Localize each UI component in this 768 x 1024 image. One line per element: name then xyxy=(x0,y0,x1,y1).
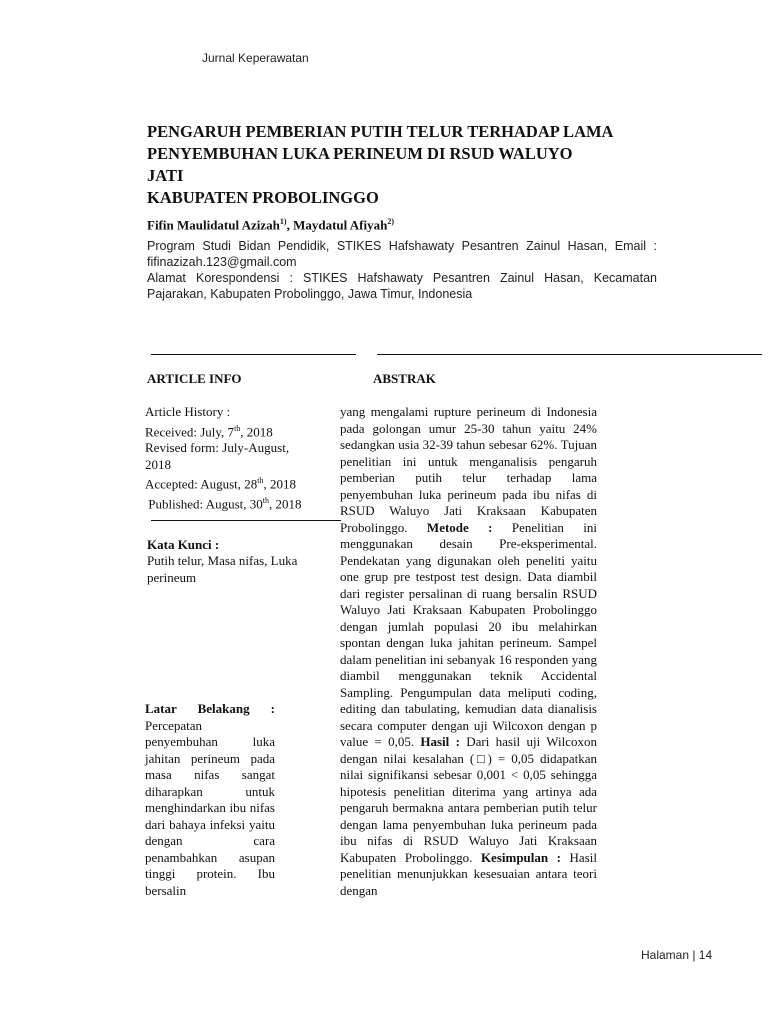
affiliations xyxy=(147,238,657,302)
background-label: Latar Belakang : xyxy=(145,701,275,716)
hasil-label: Hasil : xyxy=(420,734,460,749)
author-separator: , xyxy=(286,217,294,233)
article-history xyxy=(145,404,345,513)
kesimpulan-label: Kesimpulan : xyxy=(480,849,561,865)
abstract-text: yang mengalami rupture perineum di Indonesia pada golongan umur 25-30 tahun yaitu 24% sedangkan usia 32-39 tahun sebesar 62%. Tujuan penelitian ini untuk menganalisis pengaruh pemberian putih telur terhadap lama penyembuhan luka perineum pada ibu nifas di RSUD Waluyo Jati Kraksaan Kabupaten Probolinggo. Metode : Penelitian ini menggunakan desain Pre-eksperimental. Pendekatan yang digunakan oleh peneliti yaitu one grup pre testpost test design. Data diambil dari register persalinan di ruang bersalin RSUD Waluyo Jati Kraksaan Kabupaten Probolinggo dengan jumlah populasi 20 ibu melahirkan spontan dengan luka jahitan perineum. Sampel dalam penelitian ini sebanyak 16 responden yang diambil menggunakan teknik Accidental Sampling. Pengumpulan data meliputi coding, editing dan tabulating, kemudian data dianalisis secara computer dengan uji Wilcoxon dengan p value = 0,05. Hasil : Dari hasil uji Wilcoxon dengan nilai kesalahan (□) = 0,05 didapatkan nilai signifikansi sebesar 0,001 < 0,05 sehingga hipotesis penelitian diterima yang artinya ada pengaruh bermakna antara pemberian putih telur dengan lama penyembuhan luka perineum pada ibu nifas di RSUD Waluyo Jati Kraksaan Kabupaten Probolinggo. Kesimpulan : Hasil penelitian menunjukkan kesesuaian antara teori dengan xyxy=(340,404,598,898)
article-info-heading: ARTICLE INFO xyxy=(147,371,242,386)
history-label: Article History : xyxy=(145,404,231,419)
author-2: Maydatul Afiyah xyxy=(293,217,388,233)
page-number: Halaman | 14 xyxy=(641,948,713,962)
affiliation-program: Program Studi Bidan Pendidik, STIKES Hafshawaty Pesantren Zainul Hasan, Email : fifinazizah.123@gmail.com xyxy=(147,239,657,269)
divider-left xyxy=(151,354,356,355)
background-section xyxy=(145,701,275,899)
divider-info xyxy=(151,520,341,521)
divider-right xyxy=(377,354,762,355)
title-line: PENYEMBUHAN LUKA PERINEUM DI RSUD WALUYO xyxy=(147,144,573,163)
author-1-mark: 1) xyxy=(279,217,287,226)
accepted-date: Accepted: August, 28th, 2018 xyxy=(145,476,297,492)
title-line: KABUPATEN PROBOLINGGO xyxy=(147,188,379,207)
authors xyxy=(147,217,394,233)
received-date: Received: July, 7th, 2018 xyxy=(145,423,273,439)
keywords-value: Putih telur, Masa nifas, Luka perineum xyxy=(147,553,298,585)
author-2-mark: 2) xyxy=(387,217,395,226)
metode-label: Metode : xyxy=(426,519,493,535)
article-title xyxy=(147,121,707,209)
published-date: Published: August, 30th, 2018 xyxy=(145,496,302,512)
revised-year: 2018 xyxy=(145,456,171,472)
title-line: JATI xyxy=(147,166,184,185)
revised-date: Revised form: July-August, xyxy=(145,440,290,456)
background-text: Percepatan penyembuhan luka jahitan perineum pada masa nifas sangat diharapkan untuk menghindarkan ibu nifas dari bahaya infeksi yaitu dengan cara penambahkan asupan tinggi protein. Ibu bersalin xyxy=(145,717,275,898)
journal-header: Jurnal Keperawatan xyxy=(202,51,309,65)
abstract-heading: ABSTRAK xyxy=(373,371,436,386)
author-1: Fifin Maulidatul Azizah xyxy=(147,217,280,233)
affiliation-address: Alamat Korespondensi : STIKES Hafshawaty Pesantren Zainul Hasan, Kecamatan Pajarakan, Kabupaten Probolinggo, Jawa Timur, Indonesia xyxy=(147,271,657,301)
keywords-label: Kata Kunci : xyxy=(147,537,220,552)
title-line: PENGARUH PEMBERIAN PUTIH TELUR TERHADAP LAMA xyxy=(147,122,614,141)
